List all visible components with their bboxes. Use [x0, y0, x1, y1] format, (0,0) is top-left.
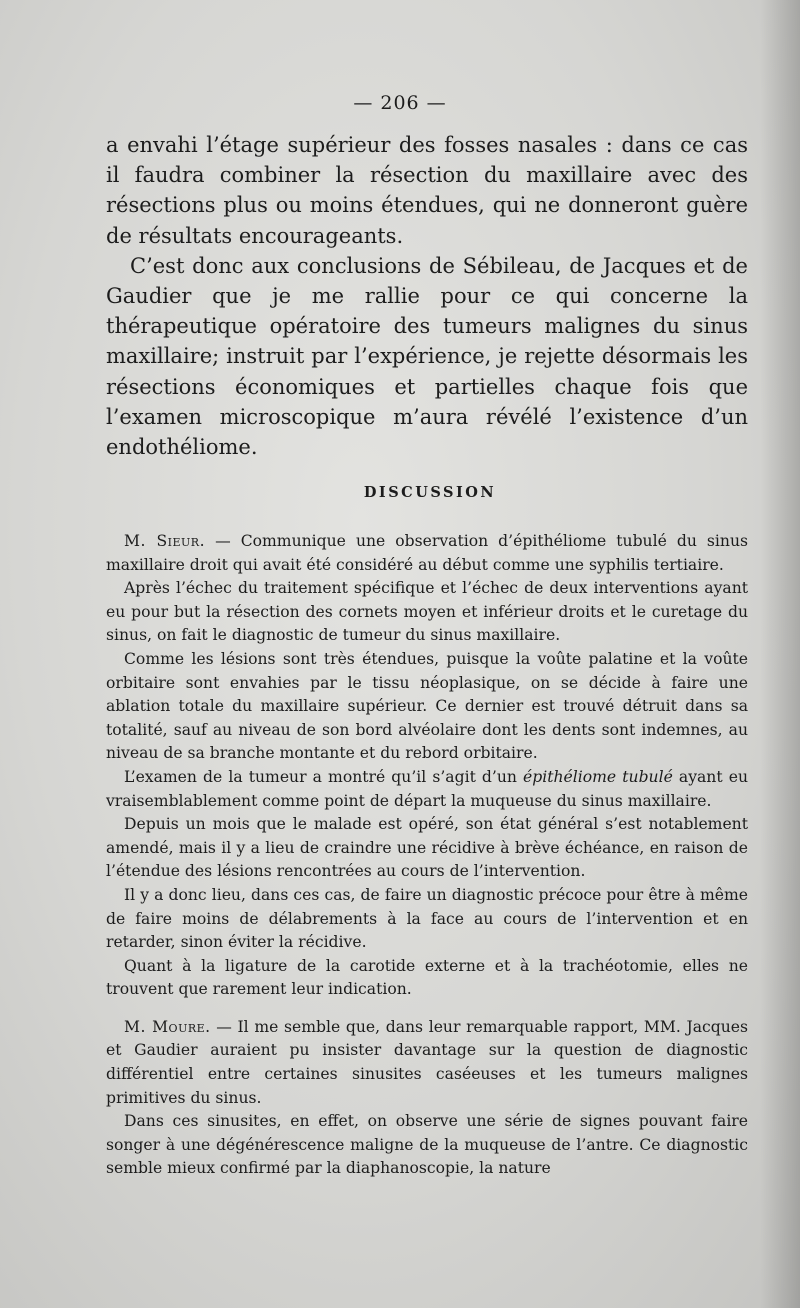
paragraph: [106, 766, 748, 813]
paragraph-text: L’examen de la tumeur a montré qu’il s’agit d’un: [124, 767, 524, 786]
paragraph-text: ayant eu vraisemblablement comme point de départ la muqueuse du sinus maxillaire.: [106, 767, 748, 810]
page-gutter-shadow: [760, 0, 800, 1308]
paragraph: Dans ces sinusites, en effet, on observe une série de signes pouvant faire songer à une dégénérescence maligne de la muqueuse de l’antre. Ce diagnostic semble mieux confirmé par la diaphanoscopie, la nature: [106, 1112, 748, 1178]
emphasis-text: épithéliome tubulé: [523, 767, 673, 786]
speaker-name: M. Moure.: [124, 1017, 211, 1036]
discussion-section: [106, 530, 748, 1181]
paragraph: Comme les lésions sont très étendues, puisque la voûte palatine et la voûte orbitaire sont envahies par le tissu néoplasique, on se décide à faire une ablation totale du maxillaire supérieur. Ce dernier est trouvé détruit dans sa totalité, sauf au niveau de son bord alvéolaire dont les dents sont indemnes, au niveau de sa branche montante et du rebord orbitaire.: [106, 649, 748, 763]
paragraph: Il y a donc lieu, dans ces cas, de faire un diagnostic précoce pour être à même de faire moins de délabrements à la face au cours de l’intervention et en retarder, sinon éviter la récidive.: [106, 885, 748, 952]
paragraph: Depuis un mois que le malade est opéré, son état général s’est notablement amendé, mais il y a lieu de craindre une récidive à brève échéance, en raison de l’étendue des lésions rencontrées au cours de l’intervention.: [106, 815, 748, 881]
paragraph-text: — Communique une observation d’épithéliome tubulé du sinus maxillaire droit qui avait été considéré au début comme une syphilis tertiaire.: [106, 532, 748, 574]
paragraph: a envahi l’étage supérieur des fosses nasales : dans ce cas il faudra combiner la résection du maxillaire avec des résections plus ou moins étendues, qui ne donneront guère de résultats encourageants.: [106, 133, 748, 248]
speaker-paragraph: [106, 530, 748, 577]
paragraph: Après l’échec du traitement spécifique et l’échec de deux interventions ayant eu pour but la résection des cornets moyen et inférieur droits et le curetage du sinus, on fait le diagnostic de tumeur du sinus maxillaire.: [106, 579, 748, 645]
speaker-name: M. Sieur.: [124, 532, 206, 550]
section-heading: DISCUSSION: [363, 484, 497, 501]
speaker-paragraph: [106, 1016, 748, 1110]
paragraph: C’est donc aux conclusions de Sébileau, de Jacques et de Gaudier que je me rallie pour ce qui concerne la thérapeutique opératoire des tumeurs malignes du sinus maxillaire; instruit par l’expérience, je rejette désormais les résections économiques et partielles chaque fois que l’examen microscopique m’aura révélé l’existence d’un endothéliome.: [106, 253, 748, 460]
paragraph-text: — Il me semble que, dans leur remarquable rapport, MM. Jacques et Gaudier auraient pu insister davantage sur la question de diagnostic différentiel entre certaines sinusites caséeuses et les tumeurs malignes primitives du sinus.: [106, 1017, 748, 1107]
main-text: [106, 130, 748, 462]
page-number: — 206 —: [353, 92, 447, 114]
paragraph: Quant à la ligature de la carotide externe et à la trachéotomie, elles ne trouvent que rarement leur indication.: [106, 956, 748, 999]
